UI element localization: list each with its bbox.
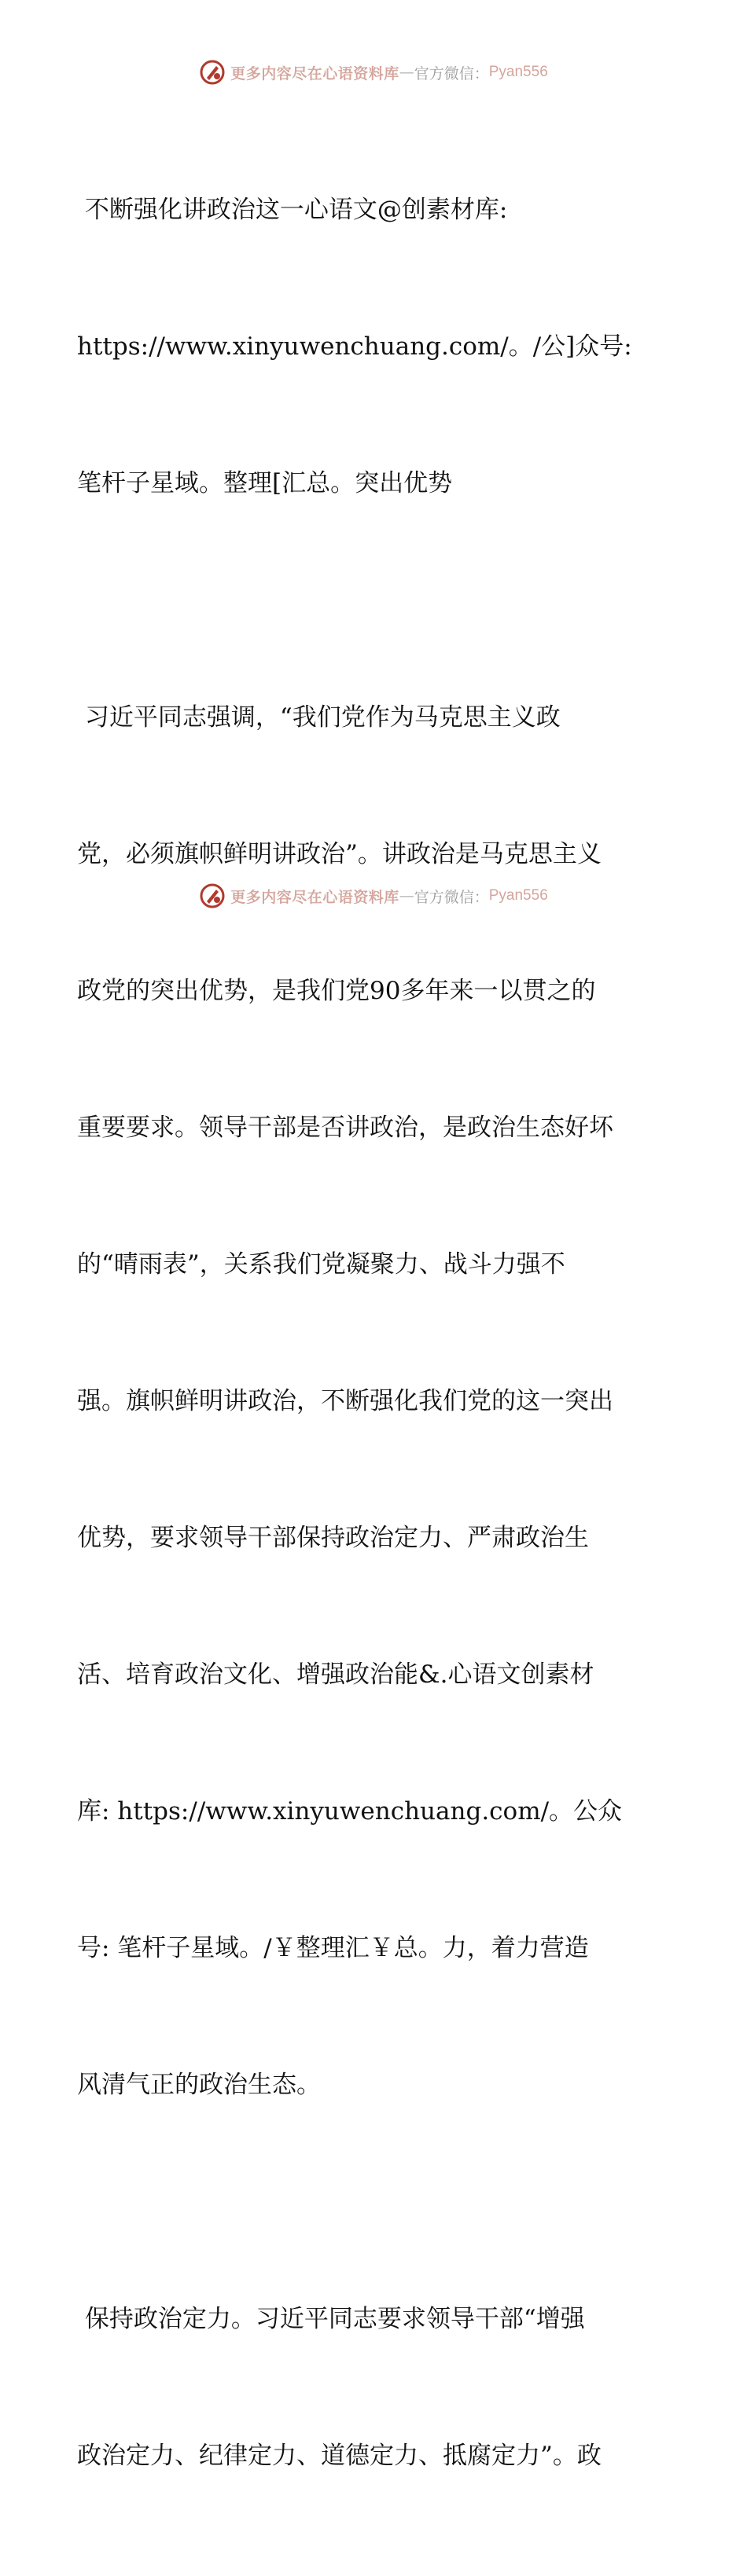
text-line: 不断强化讲政治这一心语文@创素材库: bbox=[77, 196, 508, 224]
text-line: https://www.xinyuwenchuang.com/。/公]众号: bbox=[77, 332, 632, 361]
text-line: 笔杆子星域。整理[汇总。突出优势 bbox=[77, 469, 453, 497]
text-line: 风清气正的政治生态。 bbox=[77, 2071, 321, 2099]
watermark-sub-text: 官方微信： bbox=[414, 64, 489, 83]
paragraph-1 bbox=[77, 96, 675, 597]
text-line: 习近平同志强调，“我们党作为马克思主义政 bbox=[77, 703, 561, 732]
text-line: 保持政治定力。习近平同志要求领导干部“增强 bbox=[77, 2305, 585, 2333]
paragraph-2 bbox=[77, 604, 675, 2199]
library-logo-icon bbox=[199, 59, 226, 86]
watermark-wechat-id: Pyan556 bbox=[488, 64, 548, 80]
text-line: 活、培育政治文化、增强政治能&.心语文创素材 bbox=[77, 1660, 594, 1689]
text-line: 优势，要求领导干部保持政治定力、严肃政治生 bbox=[77, 1524, 589, 1552]
document-body bbox=[77, 96, 675, 2576]
text-line: 政党的突出优势，是我们党90多年来一以贯之的 bbox=[77, 977, 596, 1005]
text-line: 强。旗帜鲜明讲政治，不断强化我们党的这一突出 bbox=[77, 1387, 613, 1415]
watermark-sub-text: 官方微信： bbox=[414, 888, 489, 906]
header-watermark bbox=[0, 57, 747, 88]
text-line: 的“晴雨表”，关系我们党凝聚力、战斗力强不 bbox=[77, 1250, 565, 1279]
footer-watermark bbox=[0, 880, 747, 912]
watermark-main-text: 更多内容尽在心语资料库 bbox=[230, 888, 399, 906]
text-line: 库: https://www.xinyuwenchuang.com/。公众 bbox=[77, 1797, 623, 1826]
paragraph-3 bbox=[77, 2205, 675, 2570]
watermark-dash: — bbox=[399, 887, 414, 905]
watermark-main-text: 更多内容尽在心语资料库 bbox=[230, 64, 399, 83]
text-line: 号: 笔杆子星域。/￥整理汇￥总。力，着力营造 bbox=[77, 1934, 589, 1962]
watermark-wechat-id: Pyan556 bbox=[488, 887, 548, 904]
text-line: 党，必须旗帜鲜明讲政治”。讲政治是马克思主义 bbox=[77, 840, 602, 868]
text-line: 政治定力、纪律定力、道德定力、抵腐定力”。政 bbox=[77, 2442, 602, 2470]
text-line: 重要要求。领导干部是否讲政治，是政治生态好坏 bbox=[77, 1114, 613, 1142]
watermark-dash: — bbox=[399, 64, 414, 81]
library-logo-icon bbox=[199, 883, 226, 909]
